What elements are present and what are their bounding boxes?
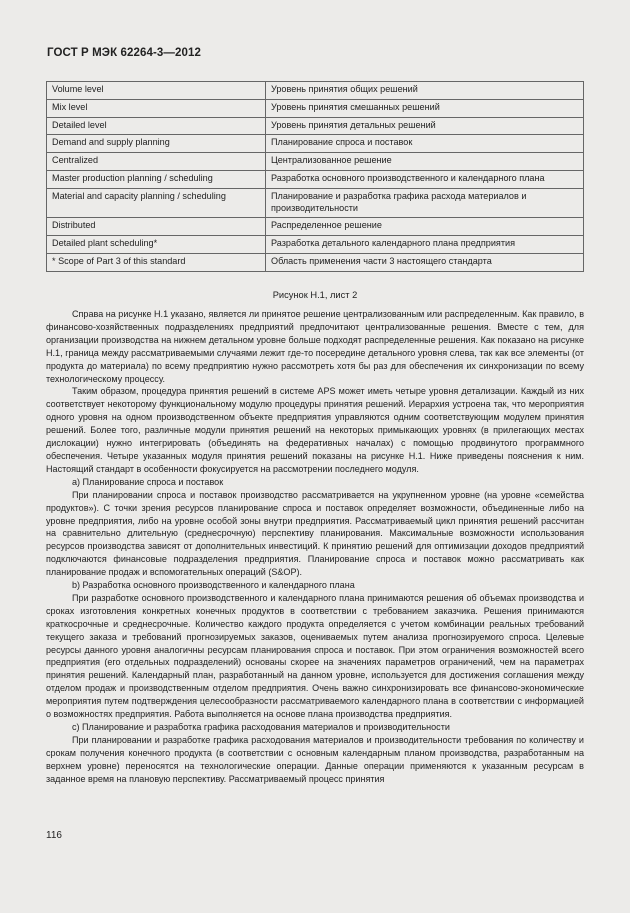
table-row <box>47 82 584 100</box>
list-item-heading: c) Планирование и разработка графика расходования материалов и производительности <box>72 722 450 732</box>
paragraph: При разработке основного производственного и календарного плана принимаются решения об объемах производства и сроках изготовления конкретных конечных продуктов в соответствии с требованием заказчика. Решения принимаются краткосрочные и среднесрочные. Количество каждого продукта определяется с учетом комбинации реальных требований текущего заказа и требований прогнозируемых заказов, оцениваемых путем анализа прогнозируемого спроса. Целевые ресурсы данного уровня аналогичны ресурсам планирования спроса и поставок. При этом ограничения возможностей всего предприятия (его отдельных подразделений) основаны скорее на значениях параметров ограничений, чем на параметрах принятия решений. Календарный план, разработанный на данном уровне, используется для достижения соглашения между отделом продаж и производственным отделом предприятия. Очень важно синхронизировать все финансово-экономические мероприятия путем подтверждения целесообразности рассматриваемого календарного плана в соответствии с информацией о возможностях предприятия. Работа выполняется на основе плана производства предприятия. <box>46 592 584 720</box>
term-russian: Уровень принятия смешанных решений <box>266 99 584 117</box>
table-row <box>47 236 584 254</box>
term-english: Volume level <box>47 82 266 100</box>
term-russian: Область применения части 3 настоящего стандарта <box>266 253 584 271</box>
table-row <box>47 135 584 153</box>
term-russian: Централизованное решение <box>266 153 584 171</box>
paragraph: При планировании и разработке графика расходования материалов и производительности требования по количеству и срокам получения конечного продукта (в соответствии с основным календарным планом производства, разработанным на верхнем уровне) переносятся на технологические операции. Данные операции применяются к указанным ресурсам в заданное время на плановую перспективу. Рассматриваемый процесс принятия <box>46 734 584 784</box>
term-english: Detailed level <box>47 117 266 135</box>
term-russian: Распределенное решение <box>266 218 584 236</box>
table-row <box>47 170 584 188</box>
term-english: Detailed plant scheduling* <box>47 236 266 254</box>
term-english: Distributed <box>47 218 266 236</box>
terms-table <box>46 81 584 272</box>
paragraph: При планировании спроса и поставок производство рассматривается на укрупненном уровне (на уровне «семейства продуктов»). С точки зрения ресурсов планирование спроса и поставок определяет возможности, объединенные либо на уровне предприятия, либо на уровне особой зоны внутри предприятия. Рассматриваемый цикл принятия решений рассчитан на сравнительно длительную (среднесрочную) перспективу планирования. Максимальные возможности использования ресурсов производства зависят от дополнительных инвестиций. К принятию решений для оптимизации доходов предприятий подключаются финансовые подразделения предприятия. Планирование спроса и поставок можно рассматривать как планирование продаж и вспомогательных операций (S&OP). <box>46 489 584 578</box>
body-text <box>46 308 584 786</box>
table-row <box>47 117 584 135</box>
page-number: 116 <box>46 830 62 841</box>
table-row <box>47 99 584 117</box>
paragraph: Справа на рисунке Н.1 указано, является ли принятое решение централизованным или распределенным. Как правило, в финансово-хозяйственных подразделениях предприятий предпочитают централизованные решения. Вместе с тем, для организации производства на нижнем детальном уровне больше подходят распределенные решения. Как показано на рисунке Н.1, граница между рассматриваемыми случаями лежит где-то посередине детального уровня слева, так как все элементы (от продукта до материала) по всему предприятию нужно рассмотреть хотя бы раз для обеспечения их синхронизации по всему технологическому процессу. <box>46 309 584 384</box>
term-russian: Разработка детального календарного плана предприятия <box>266 236 584 254</box>
table-row <box>47 188 584 218</box>
table-row <box>47 253 584 271</box>
list-item-heading: a) Планирование спроса и поставок <box>72 476 224 487</box>
term-english: Centralized <box>47 153 266 171</box>
table-row <box>47 218 584 236</box>
term-english: Material and capacity planning / scheduling <box>47 188 266 218</box>
term-english: Demand and supply planning <box>47 135 266 153</box>
paragraph: Таким образом, процедура принятия решений в системе APS может иметь четыре уровня детализации. Каждый из них соответствует некоторому функциональному модулю процедуры принятия решений. Иерархия устроена так, что мероприятия одного уровня на одном производственном объекте предприятия управляются одним соответствующим модулем принятия решений. Более того, различные модули принятия решений на некоторых примыкающих уровнях (в прилегающих местах дислокации) нужно интегрировать (объединять на федеративных началах) с помощью продвинутого программного обеспечения. Четыре указанных модуля принятия решений показаны на рисунке Н.1. Ниже приведены пояснения к ним. Настоящий стандарт в особенности фокусируется на рассмотрении последнего модуля. <box>46 386 584 474</box>
figure-caption: Рисунок Н.1, лист 2 <box>272 290 358 300</box>
term-english: * Scope of Part 3 of this standard <box>47 253 266 271</box>
term-russian: Планирование спроса и поставок <box>266 135 584 153</box>
list-item-heading: b) Разработка основного производственного и календарного плана <box>72 580 355 591</box>
table-row <box>47 153 584 171</box>
term-russian: Уровень принятия общих решений <box>266 82 584 100</box>
term-russian: Уровень принятия детальных решений <box>266 117 584 135</box>
document-header: ГОСТ Р МЭК 62264-3—2012 <box>47 47 201 59</box>
term-english: Master production planning / scheduling <box>47 170 266 188</box>
term-english: Mix level <box>47 99 266 117</box>
term-russian: Планирование и разработка графика расхода материалов и производительности <box>266 188 584 218</box>
term-russian: Разработка основного производственного и календарного плана <box>266 170 584 188</box>
